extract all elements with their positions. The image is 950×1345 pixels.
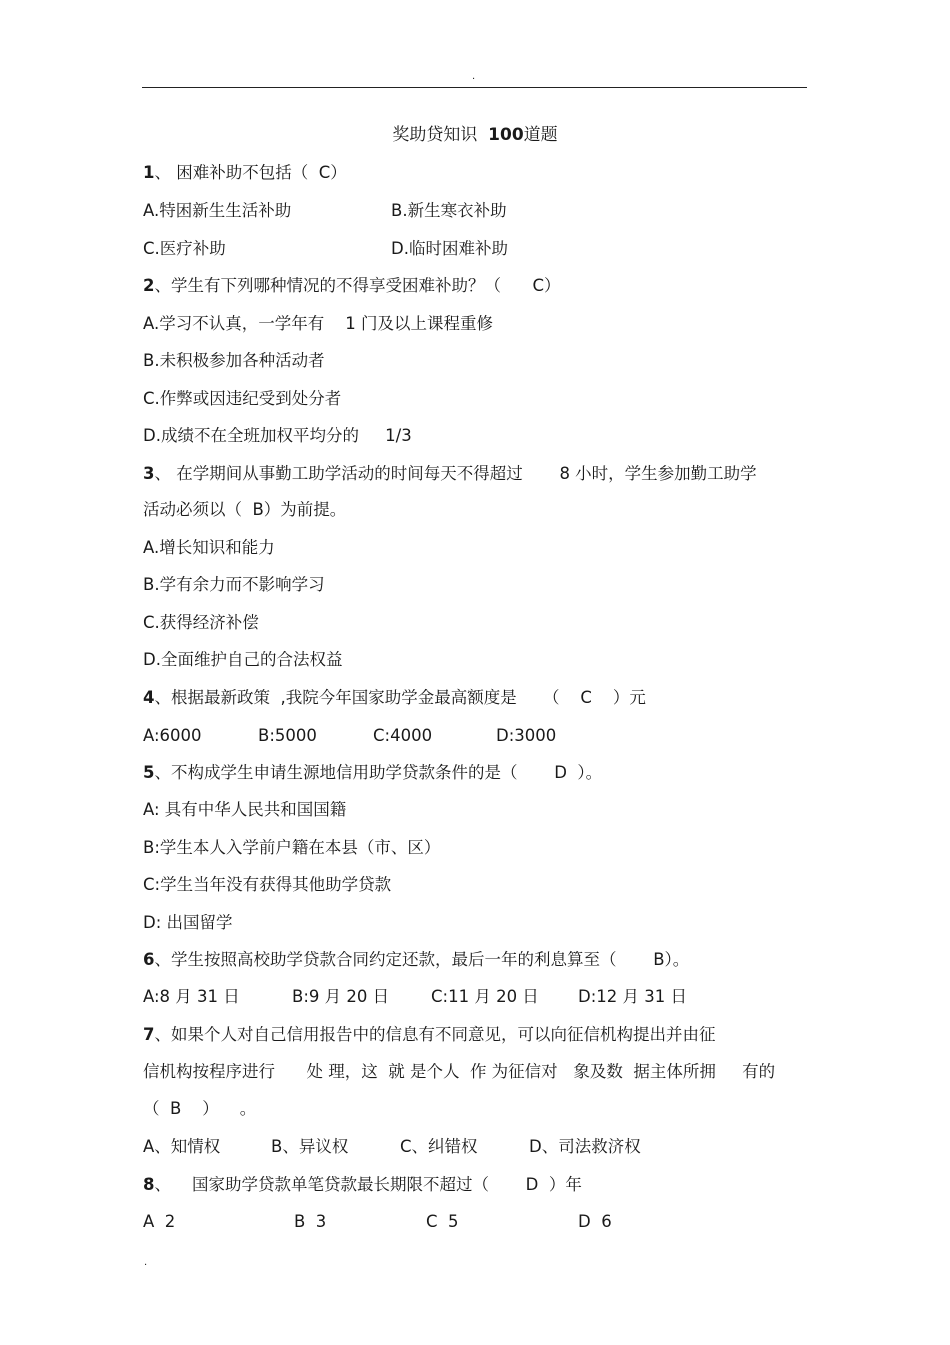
option: C.获得经济补偿 [143, 613, 259, 632]
question-number: 3 [143, 464, 155, 483]
question-text-continued: 活动必须以（ B）为前提。 [143, 500, 347, 519]
option: B 3 [294, 1212, 327, 1231]
page-title [0, 124, 950, 146]
question-number: 4 [143, 688, 155, 707]
option: A.增长知识和能力 [143, 538, 275, 557]
question-6-stem [143, 949, 689, 971]
option: A.学习不认真，一学年有 1 门及以上课程重修 [143, 314, 493, 333]
option: A.特困新生生活补助 [143, 201, 292, 220]
question-1-stem [143, 162, 347, 184]
question-text-continued: （ B ） 。 [143, 1099, 257, 1118]
option: B.学有余力而不影响学习 [143, 575, 325, 594]
option: D:3000 [496, 726, 557, 745]
title-number: 100 [488, 125, 524, 145]
option: D 6 [578, 1212, 612, 1231]
option: B:学生本人入学前户籍在本县（市、区） [143, 838, 441, 857]
option: A: 具有中华人民共和国国籍 [143, 800, 347, 819]
question-text: 、 困难补助不包括（ C） [154, 163, 347, 182]
option: D:12 月 31 日 [578, 987, 687, 1006]
question-4-stem [143, 687, 646, 709]
footer-mark: . [144, 1257, 148, 1268]
option: A:6000 [143, 726, 202, 745]
option: C.医疗补助 [143, 239, 226, 258]
option: C、纠错权 [400, 1137, 478, 1156]
question-8-stem [143, 1174, 582, 1196]
option: B、异议权 [271, 1137, 349, 1156]
option: C 5 [426, 1212, 459, 1231]
question-number: 6 [143, 950, 155, 969]
option: D.成绩不在全班加权平均分的 1/3 [143, 426, 412, 445]
header-mark: . [472, 71, 476, 82]
option: C.作弊或因违纪受到处分者 [143, 389, 342, 408]
question-text: 、学生有下列哪种情况的不得享受困难补助？（ C） [154, 276, 561, 295]
title-suffix: 道题 [523, 125, 558, 145]
option: B.未积极参加各种活动者 [143, 351, 325, 370]
question-number: 1 [143, 163, 155, 182]
question-number: 8 [143, 1175, 155, 1194]
question-text: 、不构成学生申请生源地信用助学贷款条件的是（ D ）。 [154, 763, 603, 782]
header-rule [142, 87, 807, 88]
question-3-stem [143, 463, 757, 485]
question-number: 7 [143, 1025, 155, 1044]
option: B:5000 [258, 726, 317, 745]
question-5-stem [143, 762, 602, 784]
question-2-stem [143, 275, 560, 297]
option: B:9 月 20 日 [292, 987, 390, 1006]
question-text: 、根据最新政策 ,我院今年国家助学金最高额度是 （ C ）元 [154, 688, 646, 707]
option: C:4000 [373, 726, 433, 745]
option: C:学生当年没有获得其他助学贷款 [143, 875, 392, 894]
question-text: 、 国家助学贷款单笔贷款最长期限不超过（ D ）年 [154, 1175, 582, 1194]
option: A、知情权 [143, 1137, 221, 1156]
question-text: 、学生按照高校助学贷款合同约定还款，最后一年的利息算至（ B）。 [154, 950, 690, 969]
option: D.全面维护自己的合法权益 [143, 650, 343, 669]
question-7-stem [143, 1024, 715, 1046]
option: B.新生寒衣补助 [391, 201, 507, 220]
question-text: 、 在学期间从事勤工助学活动的时间每天不得超过 8 小时，学生参加勤工助学 [154, 464, 757, 483]
question-text-continued: 信机构按程序进行 处 理，这 就 是个人 作 为征信对 象及数 据主体所拥 有的 [143, 1062, 776, 1081]
question-number: 5 [143, 763, 155, 782]
question-text: 、如果个人对自己信用报告中的信息有不同意见，可以向征信机构提出并由征 [154, 1025, 716, 1044]
option: C:11 月 20 日 [431, 987, 539, 1006]
option: D.临时困难补助 [391, 239, 508, 258]
title-text: 奖助贷知识 [392, 125, 489, 145]
option: A:8 月 31 日 [143, 987, 240, 1006]
question-number: 2 [143, 276, 155, 295]
option: D、司法救济权 [529, 1137, 641, 1156]
option: D: 出国留学 [143, 913, 233, 932]
option: A 2 [143, 1212, 176, 1231]
